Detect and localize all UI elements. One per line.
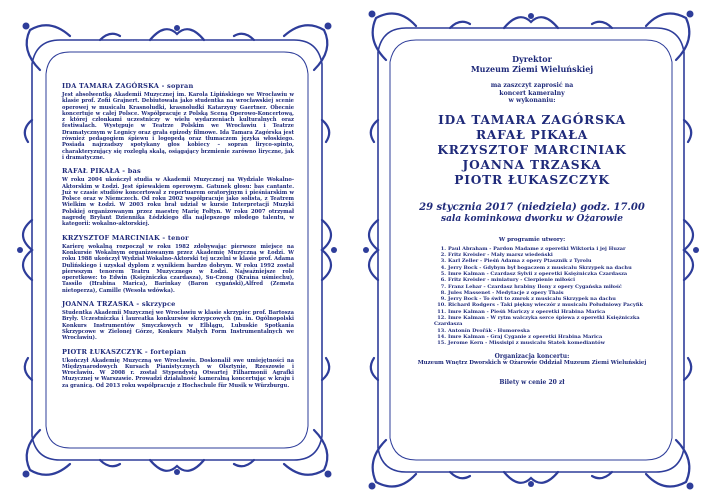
program-item: 8. Jules Massenet - Medytacje z opery Thais: [440, 289, 564, 296]
bio-krzysztof-marciniak: [62, 234, 294, 294]
bio-heading: KRZYSZTOF MARCINIAK - tenor: [62, 233, 189, 242]
program-item: 15. Jerome Kern - Missisipi z musicalu Statek komediantów: [437, 340, 605, 347]
artist-name: IDA TAMARA ZAGÓRSKA: [438, 112, 626, 127]
program-item: 3. Karl Zeller - Pieśń Adama z opery Ptasznik z Tyrolu: [440, 258, 592, 265]
bio-text: W roku 2004 ukończył studia w Akademii Muzycznej na Wydziale Wokalno-Aktorskim w Łodzi. Jest śpiewakiem operowym. Gatunek głosu: bas cantante. Już w czasie studiów koncertował z repertuarem oratoryjnym i pieśniarskim w Polsce oraz w Niemczech. Od roku 2002 współpracuje jako solista, z Teatrem Wielkim w Łodzi. W 2003 roku brał udział w kursie Interpretacji Muzyki Polskiej organizowanym przez maestrę Marię Fołtyn. W roku 2007 otrzymał nagrodę Bryłant Dziennika Łódzkiego dla najlepszego młodego talentu, w kategorii: wokalno-aktorskiej.: [62, 177, 294, 228]
program-item: 14. Imre Kalman - Graj Cyganie z operetki Hrabina Marica: [437, 333, 603, 340]
program-item: 6. Fritz Kreisler - miniatury - Cierpienie miłości: [440, 277, 575, 284]
invitation-column: [406, 54, 658, 386]
concert-venue: sala kominkowa dworku w Ożarowie: [441, 213, 623, 224]
program-item: 5. Imre Kalman - Czardasz Sylvii z operetki Księżniczka Czardasza: [440, 270, 628, 277]
right-page: [354, 0, 708, 500]
program-item: 1. Paul Abraham - Pardon Madame z operetki Wiktoria i jej Huzar: [440, 245, 626, 252]
artist-name: PIOTR ŁUKASZCZYK: [454, 172, 610, 187]
header-museum: Muzeum Ziemi Wieluńskiej: [470, 64, 594, 74]
bio-heading: JOANNA TRZASKA - skrzypce: [62, 300, 176, 309]
bio-rafal-pikala: [62, 167, 294, 227]
bio-heading: RAFAŁ PIKAŁA - bas: [62, 167, 141, 176]
program-item: 10. Richard Rodgers - Taki piękny wieczór z musicalu Południowy Pacyfik: [437, 302, 643, 309]
program-item: 7. Franz Lehar - Czardasz hrabiny Ilony z opery Cygańska miłość: [440, 283, 622, 290]
bio-heading: IDA TAMARA ZAGÓRSKA - sopran: [62, 82, 194, 90]
program-item: 11. Imre Kalman - Pieśń Mariczy z operetki Hrabina Marica: [437, 308, 606, 315]
organizer-heading: Organizacja koncertu:: [494, 352, 570, 360]
bio-text: Karierę wokalną rozpoczął w roku 1982 zdobywając pierwsze miejsce na Konkursie Wokalnym organizowanym przez Akademię Muzyczną w Łodzi. W roku 1988 ukończył Wydział Wokalno-Aktorski tej uczelni w klasie prof. Adama Dulińskiego i uzyskał dyplom z wynikiem bardzo dobrym. W roku 1992 został pierwszym tenorem Teatru Muzycznego w Łodzi. Najważniejsze role operetkowe: to Edwin (Księżniczka czardasza), Su-Czong (Kraina uśmiechu), Tassilo (Hrabina Marica), Barinkay (Baron cygański),Alfred (Zemsta nietoperza), Camille (Wesoła wdówka).: [62, 243, 294, 294]
bio-text: Jest absolwentką Akademii Muzycznej im. Karola Lipińskiego we Wrocławiu w klasie prof. Zofii Grajnert. Debiutowała jako studentka na wrocławskiej scenie operowej w musicalu Krasnoludki, krasnoludki Katarzyny Gaertner. Obecnie koncertuje w całej Polsce. Współpracuje z Polską Sceną Operowo-Koncertową, z której członkami uczestniczy w wielu wydarzeniach kulturalnych oraz festiwalach. Występuje w Teatrze Polskim we Wrocławiu i Teatrze Dramatycznym w Legnicy oraz grała epizody filmowe. Ida Tamara Zagórska jest również pedagogiem śpiewu i logopedą oraz tłumaczem języka włoskiego. Posiada najrzadszy spotykany głos kobiecy – sopran liryco-spinto, charakteryzujący się rozległą skalą, osiągający brzmienie zarówno liryczne, jak i dramatyczne.: [62, 92, 294, 161]
invite-line-1: ma zaszczyt zaprosić na: [490, 82, 574, 89]
program-item: 2. Fritz Kreisler - Mały marsz wiedeński: [440, 252, 553, 259]
bios-column: [62, 82, 294, 395]
invite-line-3: w wykonaniu:: [508, 97, 556, 105]
bio-piotr-lukaszczyk: [62, 348, 294, 389]
bio-ida-zagorska: [62, 82, 294, 161]
artist-name: KRZYSZTOF MARCINIAK: [437, 142, 627, 157]
program-item: 4. Jerry Bock - Gdybym był bogaczem z musicalu Skrzypek na dachu: [440, 264, 632, 271]
invite-line-2: koncert kameralny: [499, 89, 565, 97]
artist-name: RAFAŁ PIKAŁA: [475, 127, 588, 142]
bio-text: Ukończył Akademię Muzyczną we Wrocławiu. Doskonalił swe umiejętności na Międzynarodowych Kursach Pianistycznych w Olsztynie, Rzeszowie i Wrocławiu. W 2008 r. został Stypendystą Otwartej Filharmonii Agrafki Muzycznej w Warszawie. Prowadzi działalność kameralną koncertując w kraju i za granicą. Od 2013 roku współpracuje z Hochschule für Musik w Würzburgu.: [62, 357, 294, 389]
bio-heading: PIOTR ŁUKASZCZYK - fortepian: [62, 347, 187, 356]
program-item: 9. Jerry Bock - To świt to zmrok z musicalu Skrzypek na dachu: [440, 296, 616, 303]
concert-date: 29 stycznia 2017 (niedziela) godz. 17.00: [419, 201, 645, 213]
header-director: Dyrektor: [512, 54, 552, 64]
program-heading: W programie utwory:: [498, 236, 566, 243]
organizer-text: Muzeum Wnętrz Dworskich w Ożarowie Oddział Muzeum Ziemi Wieluńskiej: [417, 359, 647, 366]
artist-list: [406, 113, 658, 188]
bio-text: Studentka Akademii Muzycznej we Wrocławiu w klasie skrzypiec prof. Bartosza Bryły. Uczestniczka i laureatka konkursów skrzypcowych (m. in. Ogólnopolski Konkurs Instrumentów Smyczkowych w Elblągu, Lubuskie Spotkania Skrzypcowe w Zielonej Górze, Konkurs Małych Form Instrumentalnych we Wrocławiu).: [62, 310, 294, 342]
program-list: [406, 246, 658, 347]
bio-joanna-trzaska: [62, 300, 294, 341]
ticket-price: Bilety w cenie 20 zł: [499, 378, 565, 386]
artist-name: JOANNA TRZASKA: [462, 157, 602, 172]
program-item: 13. Antonín Dvořák - Humoreska: [437, 327, 530, 334]
program-item: 12. Imre Kalman - W rytm walczyka serce śpiewa z operetki Księżniczka Czardasza: [434, 315, 640, 328]
